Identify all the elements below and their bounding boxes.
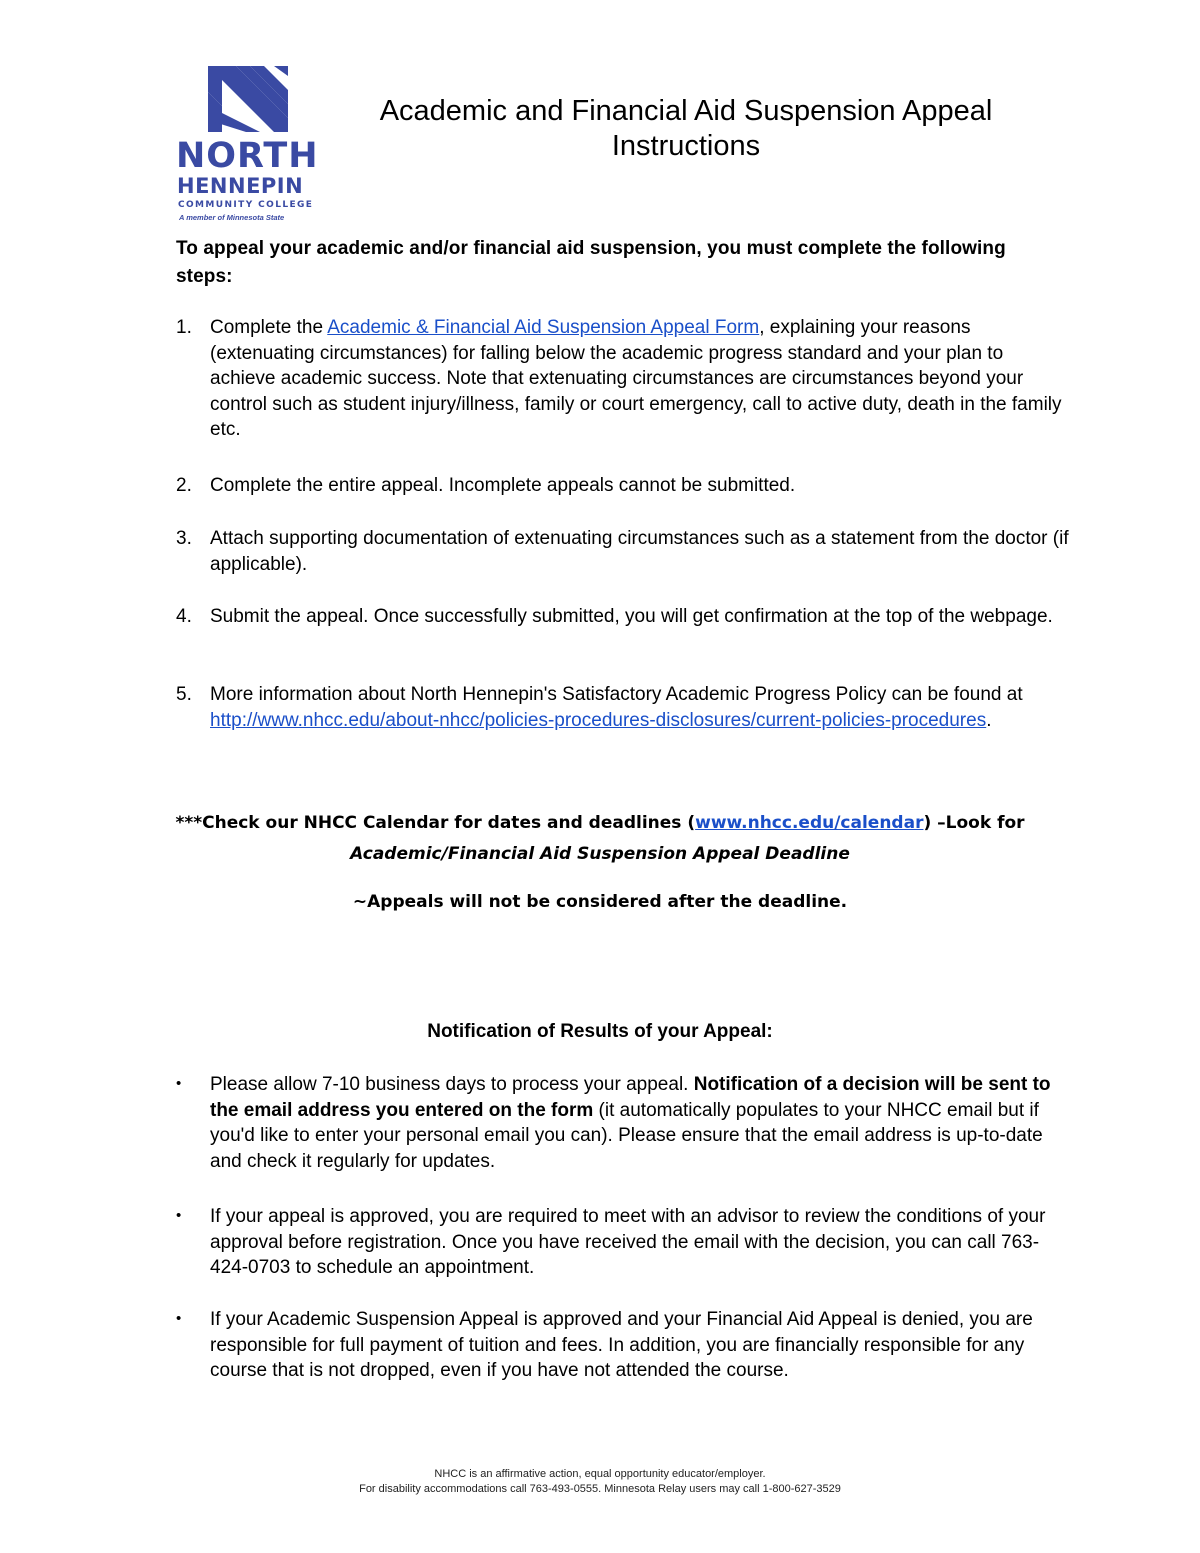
bullet-text: If your Academic Suspension Appeal is approved and your Financial Aid Appeal is denied, you are responsible for full payment of tuition and fees. In addition, you are financially responsible for any course that is not dropped, even if you have not attended the course. <box>210 1309 1033 1381</box>
title-line-2: Instructions <box>611 130 761 162</box>
calendar-note <box>100 812 1100 834</box>
bullet-text-bold: Notification of a decision will be sent to the email address you entered on the form <box>210 1074 1051 1121</box>
bullet-text-part: (it automatically populates to your NHCC email but if you'd like to enter your personal email you can). Please ensure that the email address is up-to-date and check it regularly for updates. <box>210 1099 1043 1172</box>
logo-text-member: A member of Minnesota State <box>179 213 285 222</box>
step-text-part: More information about North Hennepin's Satisfactory Academic Progress Policy can be found at <box>210 684 1023 705</box>
step-text: Complete the entire appeal. Incomplete appeals cannot be submitted. <box>210 475 796 496</box>
step-number: 3. <box>176 528 192 549</box>
step-text <box>210 682 1070 733</box>
deadline-warning: ~Appeals will not be considered after the deadline. <box>352 892 848 912</box>
logo-text-hennepin: HENNEPIN <box>177 174 304 198</box>
step-text-part: , explaining your reasons (extenuating circumstances) for falling below the academic progress standard and your plan to achieve academic success. Note that extenuating circumstances are circumstances beyond your control such as student injury/illness, family or court emergency, call to active duty, death in the family etc. <box>210 317 1062 440</box>
footer-line-2: For disability accommodations call 763-493-0555. Minnesota Relay users may call 1-800-627-3529 <box>359 1483 841 1495</box>
step-text: Submit the appeal. Once successfully submitted, you will get confirmation at the top of the webpage. <box>210 606 1053 627</box>
intro-heading: To appeal your academic and/or financial aid suspension, you must complete the following steps: <box>176 238 1006 287</box>
appeal-form-link[interactable]: Academic & Financial Aid Suspension Appeal Form <box>327 317 760 338</box>
bullet-icon: • <box>176 1310 182 1327</box>
logo-text-north: NORTH <box>176 136 319 176</box>
college-logo <box>172 66 319 226</box>
step-number: 4. <box>176 606 192 627</box>
bullet-text-part: Please allow 7-10 business days to process your appeal. <box>210 1074 694 1095</box>
notification-heading: Notification of Results of your Appeal: <box>427 1021 773 1042</box>
logo-mark-icon <box>202 66 294 132</box>
step-text-part: Complete the <box>210 317 328 338</box>
step-number: 1. <box>176 317 192 338</box>
calendar-text: ) –Look for <box>923 813 1025 833</box>
title-line-1: Academic and Financial Aid Suspension Appeal <box>379 95 993 127</box>
bullet-icon: • <box>176 1207 182 1224</box>
step-number: 5. <box>176 684 192 705</box>
logo-text-community-college: COMMUNITY COLLEGE <box>178 200 314 210</box>
calendar-link[interactable]: www.nhcc.edu/calendar <box>695 813 924 833</box>
bullet-icon: • <box>176 1075 182 1092</box>
bullet-text: If your appeal is approved, you are required to meet with an advisor to review the conditions of your approval before registration. Once you have received the email with the decision, you can call 763-424-0703 to schedule an appointment. <box>210 1206 1046 1278</box>
calendar-text: ***Check our NHCC Calendar for dates and deadlines ( <box>175 813 696 833</box>
footer-line-1: NHCC is an affirmative action, equal opportunity educator/employer. <box>434 1468 766 1480</box>
bullet-text <box>210 1072 1070 1174</box>
step-text: Attach supporting documentation of extenuating circumstances such as a statement from the doctor (if applicable). <box>210 528 1069 575</box>
step-text-part: . <box>986 709 992 731</box>
policy-link[interactable]: http://www.nhcc.edu/about-nhcc/policies-procedures-disclosures/current-policies-procedures <box>210 709 987 731</box>
deadline-name: Academic/Financial Aid Suspension Appeal Deadline <box>350 844 850 864</box>
step-number: 2. <box>176 475 192 496</box>
step-text <box>210 315 1070 443</box>
page-title <box>330 94 1042 164</box>
